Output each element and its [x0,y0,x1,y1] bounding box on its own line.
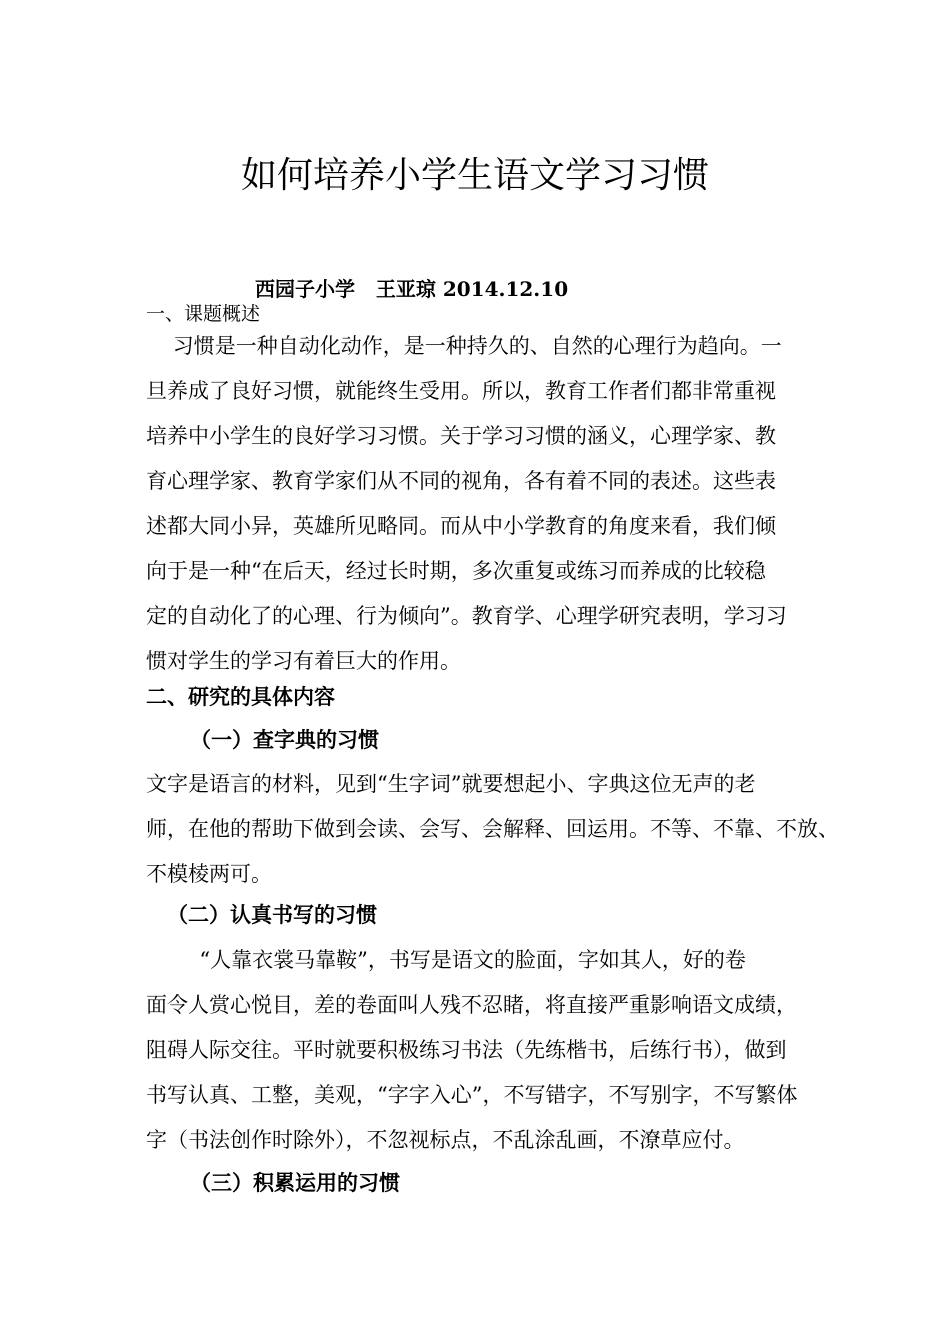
paragraph-line: 定的自动化了的心理、行为倾向”。教育学、心理学研究表明，学习习 [146,604,787,628]
paragraph-line: 阻碍人际交往。平时就要积极练习书法（先练楷书，后练行书），做到 [146,1038,787,1062]
paragraph-line: 师，在他的帮助下做到会读、会写、会解释、回运用。不等、不靠、不放、 [146,817,839,841]
subsection-heading-writing: （二）认真书写的习惯 [167,902,377,927]
dictionary-paragraph [146,762,839,897]
overview-paragraph [146,324,816,684]
paragraph-line: 述都大同小异，英雄所见略同。而从中小学教育的角度来看，我们倾 [146,514,776,538]
paragraph-line: 书写认真、工整，美观，“字字入心”，不写错字，不写别字，不写繁体 [146,1083,798,1107]
paragraph-line: 文字是语言的材料，见到“生字词”就要想起小、字典这位无声的老 [146,772,756,796]
section-heading-overview: 一、课题概述 [146,303,261,325]
paragraph-line: 旦养成了良好习惯，就能终生受用。所以，教育工作者们都非常重视 [146,379,776,403]
writing-paragraph [146,938,816,1163]
section-heading-content: 二、研究的具体内容 [146,684,335,709]
subsection-heading-accumulation: （三）积累运用的习惯 [190,1170,400,1195]
paragraph-line: 不模棱两可。 [146,862,272,886]
paragraph-line: 字（书法创作时除外），不忽视标点，不乱涂乱画，不潦草应付。 [146,1128,745,1152]
paragraph-line: 培养中小学生的良好学习习惯。关于学习习惯的涵义，心理学家、教 [146,424,776,448]
paragraph-line: 习惯是一种自动化动作，是一种持久的、自然的心理行为趋向。一 [146,334,782,358]
author-byline: 西园子小学 王亚琼 2014.12.10 [255,277,569,301]
paragraph-line: “人靠衣裳马靠鞍”，书写是语文的脸面，字如其人，好的卷 [146,948,746,972]
paragraph-line: 向于是一种“在后天，经过长时期，多次重复或练习而养成的比较稳 [146,559,766,583]
paragraph-line: 惯对学生的学习有着巨大的作用。 [146,649,461,673]
document-title: 如何培养小学生语文学习习惯 [240,155,709,196]
paragraph-line: 面令人赏心悦目，差的卷面叫人残不忍睹，将直接严重影响语文成绩， [146,993,797,1017]
subsection-heading-dictionary: （一）查字典的习惯 [190,727,379,752]
paragraph-line: 育心理学家、教育学家们从不同的视角，各有着不同的表述。这些表 [146,469,776,493]
